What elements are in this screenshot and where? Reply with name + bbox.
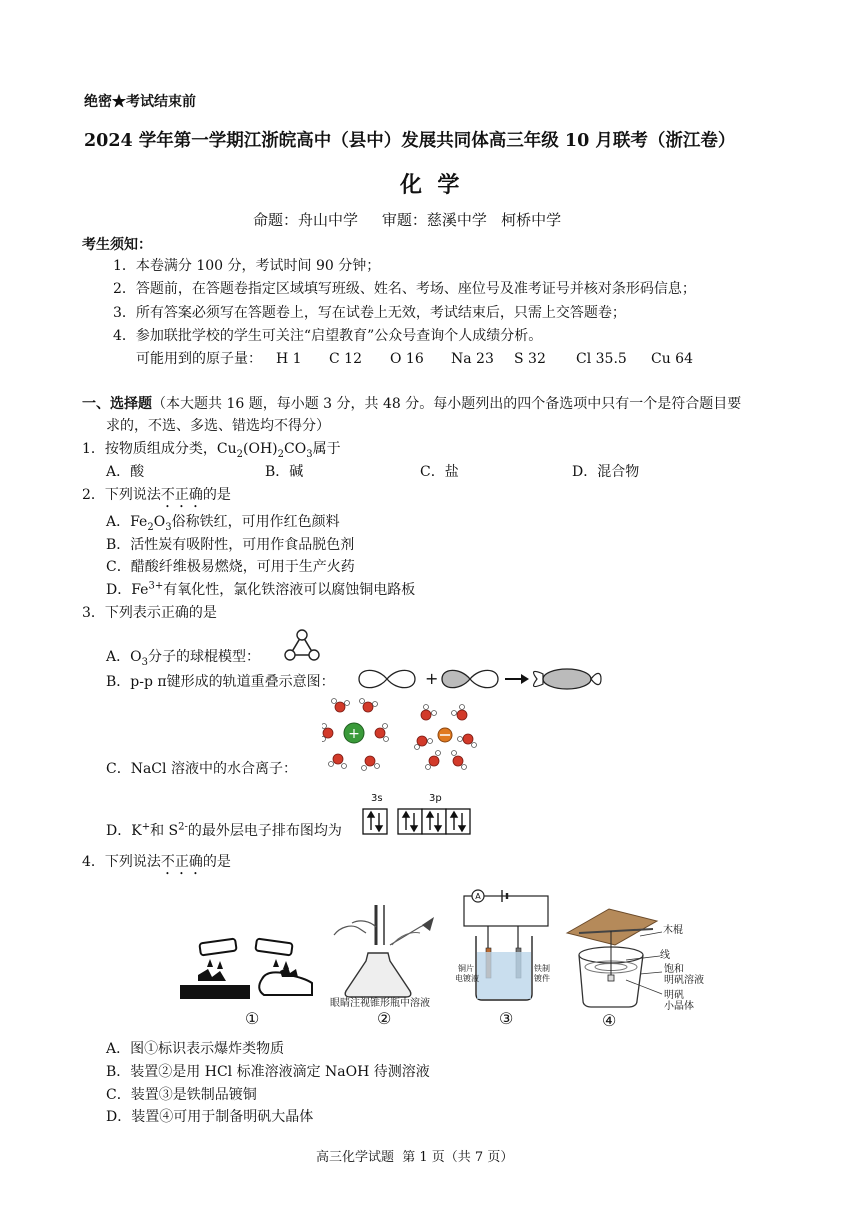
notice-item-1: 1．本卷满分 100 分，考试时间 90 分钟；	[113, 258, 381, 274]
q4-option-c: C．装置③是铁制品镀铜	[106, 1087, 257, 1103]
fig3-label-solution: 电镀液	[455, 974, 479, 983]
notice-title: 考生须知：	[82, 237, 152, 253]
q2-stem: 2．下列说法不正确的是	[82, 487, 231, 503]
section-heading-line	[82, 395, 741, 413]
electron-orbital-diagram	[362, 808, 474, 836]
authors-line: 命题：舟山中学 审题：慈溪中学 柯桥中学	[253, 211, 562, 229]
atomic-mass-h: H 1	[276, 351, 302, 367]
q3-option-d: D．K+和 $S^{2-}$的最外层电子排布图均为	[106, 821, 342, 839]
p-p-pi-bond-overlap-diagram	[355, 664, 605, 694]
atomic-mass-c: C 12	[329, 351, 362, 367]
titration-figure	[330, 905, 442, 1005]
orbital-3p-label: 3p	[429, 793, 442, 804]
atomic-mass-o: O 16	[390, 351, 424, 367]
atomic-mass-s: S 32	[514, 351, 546, 367]
q4-stem: 4．下列说法不正确的是	[82, 854, 231, 870]
section-heading: 一、选择题	[82, 396, 152, 412]
svg-text:A: A	[475, 892, 481, 901]
q4-option-b: B．装置②是用 HCl 标准溶液滴定 NaOH 待测溶液	[106, 1064, 430, 1080]
notice-item-4: 4．参加联批学校的学生可关注“启望教育”公众号查询个人成绩分析。	[113, 328, 543, 344]
q4-option-d: D．装置④可用于制备明矾大晶体	[106, 1109, 314, 1125]
secret-label: 绝密★考试结束前	[84, 94, 196, 110]
fig3-label-part: 镀件	[534, 974, 550, 983]
section-desc-1: （本大题共 16 题，每小题 3 分，共 48 分。每小题列出的四个备选项中只有一个是符合题目要	[152, 396, 742, 412]
subject-title: 化 学	[400, 173, 460, 198]
q1-stem: 1．按物质组成分类，$Cu_2(OH)_2CO_3$属于	[82, 441, 341, 460]
q2-option-d: D．$Fe^{3+}$有氧化性，氯化铁溶液可以腐蚀铜电路板	[106, 580, 416, 598]
q3-option-a: A．$O_3$分子的球棍模型：	[106, 649, 260, 668]
atomic-mass-cl: Cl 35.5	[576, 351, 627, 367]
svg-text:+: +	[425, 669, 439, 688]
q3-option-b: B．p-p π键形成的轨道重叠示意图：	[106, 674, 335, 690]
hydrated-ions-diagram	[322, 695, 482, 775]
q2-option-c: C．醋酸纤维极易燃烧，可用于生产火药	[106, 559, 355, 575]
q3-option-c: C．NaCl 溶液中的水合离子：	[106, 761, 297, 777]
fig4-leader-lines	[620, 930, 668, 1010]
fig3-label-copper: 铜片	[458, 964, 474, 973]
fig4-label-small-crystal: 小晶体	[664, 1001, 694, 1012]
atomic-mass-cu: Cu 64	[651, 351, 693, 367]
q3-stem: 3．下列表示正确的是	[82, 605, 217, 621]
page-footer: 高三化学试题 第 1 页（共 7 页）	[316, 1150, 514, 1165]
q1-option-c: C．盐	[420, 464, 459, 480]
svg-text:+: +	[348, 726, 360, 742]
fig4-label-alum-solution: 明矾溶液	[664, 975, 704, 986]
exam-title: 2024 学年第一学期江浙皖高中（县中）发展共同体高三年级 10 月联考（浙江卷）	[84, 131, 736, 151]
q2-option-b: B．活性炭有吸附性，可用作食品脱色剂	[106, 537, 355, 553]
fig4-label-stick: 木棍	[663, 925, 683, 936]
fig-number-4: ④	[602, 1011, 617, 1030]
fig4-label-thread: 线	[660, 950, 670, 961]
q1-option-d: D．混合物	[572, 464, 640, 480]
fig-number-3: ③	[499, 1009, 514, 1028]
fig-number-1: ①	[245, 1009, 260, 1028]
electroplating-figure	[456, 888, 552, 1003]
orbital-3s-label: 3s	[371, 793, 383, 804]
notice-item-2: 2．答题前，在答题卷指定区域填写班级、姓名、考场、座位号及准考证号并核对条形码信息；	[113, 281, 696, 297]
q1-option-b: B．碱	[265, 464, 304, 480]
ozone-ball-stick-model	[282, 628, 322, 662]
fig4-label-alum: 明矾	[664, 990, 684, 1001]
hazard-symbol-figure	[180, 935, 326, 1005]
notice-item-3: 3．所有答案必须写在答题卷上，写在试卷上无效，考试结束后，只需上交答题卷；	[113, 305, 626, 321]
fig-number-2: ②	[377, 1009, 392, 1028]
atomic-mass-na: Na 23	[451, 351, 494, 367]
q2-option-a: A．$Fe_2O_3$俗称铁红，可用作红色颜料	[106, 514, 340, 533]
atomic-mass-label: 可能用到的原子量：	[136, 351, 262, 367]
q1-option-a: A．酸	[106, 464, 145, 480]
fig4-label-saturated: 饱和	[664, 964, 684, 975]
q4-option-a: A．图①标识表示爆炸类物质	[106, 1041, 285, 1057]
fig3-label-iron: 铁制	[534, 964, 550, 973]
section-desc-2: 求的，不选、多选、错选均不得分）	[106, 418, 330, 434]
titration-caption: 眼睛注视锥形瓶中溶液	[330, 998, 430, 1009]
